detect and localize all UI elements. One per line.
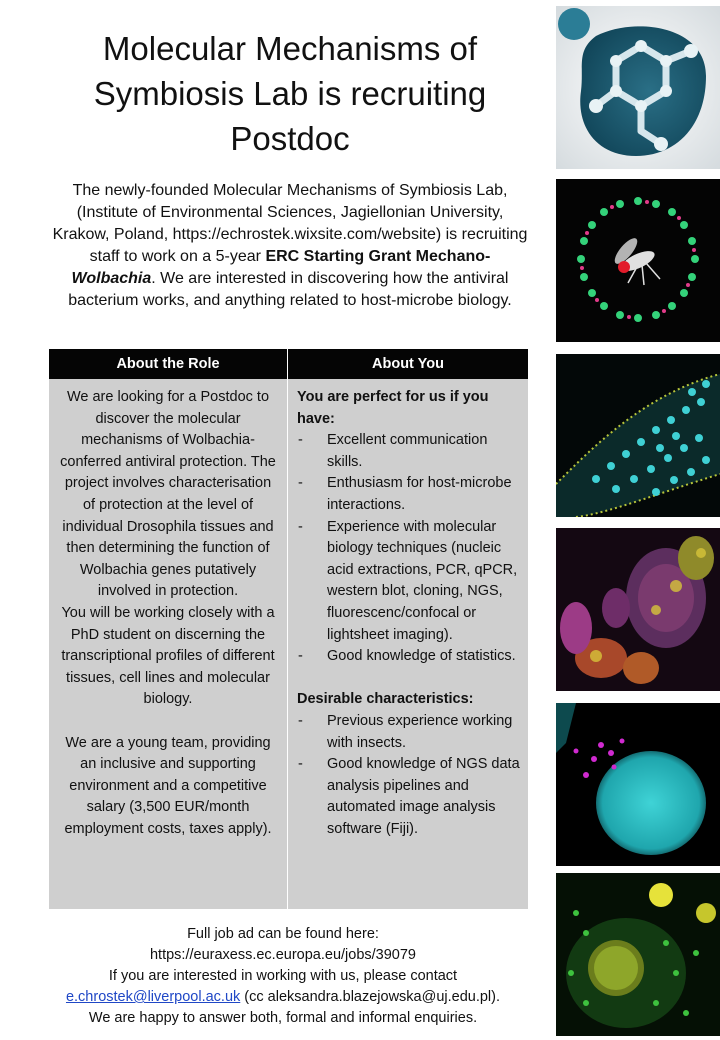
- list-item: - Experience with molecular biology techniques (nucleic acid extractions, PCR, qPCR, western blot, cloning, NGS, fluorescenc/confocal or lightsheet imaging).: [297, 517, 522, 647]
- magenta-yellow-tissue-image: [556, 528, 720, 691]
- job-ad-label: Full job ad can be found here:: [187, 926, 379, 942]
- requirements-heading: You are perfect for us if you have:: [297, 389, 489, 427]
- enquiries-note: We are happy to answer both, formal and informal enquiries.: [88, 1010, 478, 1026]
- role-collaboration: You will be working closely with a PhD student on discerning the transcriptional profiles of different tissues, cell lines and molecular biology.: [61, 604, 275, 708]
- list-item: - Good knowledge of NGS data analysis pipelines and automated image analysis software (Fiji).: [297, 754, 522, 840]
- intro-paragraph: [52, 180, 528, 312]
- intro-text-1: The newly-founded Molecular Mechanisms of Symbiosis Lab, (Institute of Environmental Sciences, Jagiellonian University, Krakow, Poland, https://echrostek.wixsite.com/website) is recruiting staff to work on a 5-year: [52, 182, 528, 265]
- cc-text: (cc aleksandra.blazejowska@uj.edu.pl).: [240, 989, 501, 1005]
- contact-line: [30, 987, 536, 1008]
- role-description: We are looking for a Postdoc to discover the molecular mechanisms of Wolbachia-conferred antiviral protection. The project involves characterisation of protection at the level of individual Drosophila tissues and then determining the function of Wolbachia genes putatively involved in protection.: [60, 389, 276, 600]
- email-link[interactable]: e.chrostek@liverpool.ac.uk: [65, 989, 241, 1005]
- team-description: We are a young team, providing an inclusive and supporting environment and a competitive salary (3,500 EUR/month employment costs, taxes apply).: [64, 734, 272, 837]
- cyan-nucleus-image: [556, 703, 720, 866]
- grant-name: ERC Starting Grant Mechano-: [265, 248, 491, 265]
- header-about-you: About You: [288, 349, 528, 379]
- tissue-cyan-nuclei-image: [556, 354, 720, 517]
- contact-footer: [30, 924, 536, 1029]
- list-item: - Previous experience working with insects.: [297, 711, 522, 754]
- about-you-cell: [288, 379, 528, 909]
- molecule-logo-image: [556, 6, 720, 169]
- list-item: - Enthusiasm for host-microbe interactions.: [297, 473, 522, 516]
- green-yellow-cells-image: [556, 873, 720, 1036]
- list-item: - Excellent communication skills.: [297, 430, 522, 473]
- contact-prompt: If you are interested in working with us, please contact: [108, 968, 458, 984]
- desirable-heading: Desirable characteristics:: [297, 691, 474, 708]
- poster-title: Molecular Mechanisms of Symbiosis Lab is recruiting Postdoc: [93, 30, 487, 157]
- info-table: [49, 349, 528, 909]
- requirements-list: [297, 430, 522, 668]
- list-item: - Good knowledge of statistics.: [297, 646, 522, 668]
- header-about-role: About the Role: [49, 349, 288, 379]
- intro-text-2: . We are interested in discovering how the antiviral bacterium works, and anything related to host-microbe biology.: [68, 270, 512, 309]
- desirable-list: [297, 711, 522, 841]
- grant-name-italic: Wolbachia: [71, 270, 152, 287]
- job-ad-url: https://euraxess.ec.europa.eu/jobs/39079: [149, 947, 416, 963]
- about-role-cell: [49, 379, 288, 909]
- wolbachia-fly-ring-image: [556, 179, 720, 342]
